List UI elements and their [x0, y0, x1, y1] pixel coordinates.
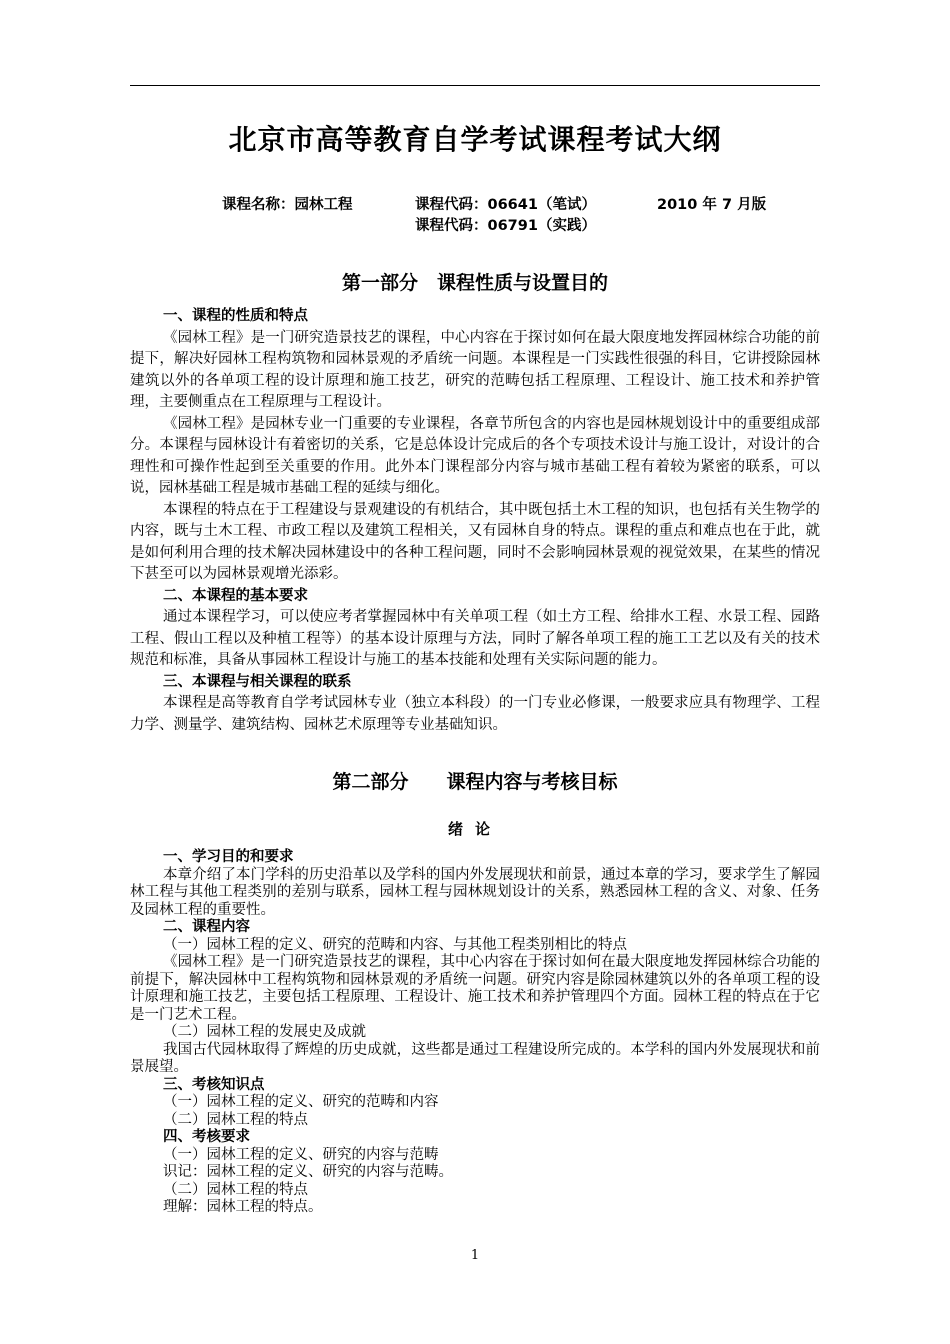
part2-body: [130, 849, 820, 1217]
list-item: （二）园林工程的特点: [163, 1181, 308, 1198]
section-heading: 四、考核要求: [163, 1129, 250, 1145]
paragraph: 本课程的特点在于工程建设与景观建设的有机结合，其中既包括土木工程的知识，也包括有关生物学的内容，既与土木工程、市政工程以及建筑工程相关，又有园林自身的特点。课程的重点和难点也在于此，就是如何利用合理的技术解决园林建设中的各种工程问题，同时不会影响园林景观的视觉效果，在某些的情况下甚至可以为园林景观增光添彩。: [130, 501, 820, 582]
part1-body: [130, 306, 820, 736]
list-item: 识记：园林工程的定义、研究的内容与范畴。: [163, 1164, 453, 1180]
section-heading: 一、学习目的和要求: [163, 849, 294, 865]
course-name: 课程名称：园林工程: [222, 197, 353, 213]
section-heading: 三、本课程与相关课程的联系: [163, 673, 352, 690]
course-code-practice: 课程代码：06791（实践）: [415, 218, 596, 234]
paragraph: 《园林工程》是一门研究造景技艺的课程，其中心内容在于探讨如何在最大限度地发挥园林综合功能的前提下，解决园林中工程构筑物和园林景观的矛盾统一问题。研究内容是除园林建筑以外的各单项工程的设计原理和施工技艺，主要包括工程原理、工程设计、施工技术和养护管理四个方面。园林工程的特点在于它是一门艺术工程。: [130, 954, 820, 1023]
page-number: 1: [470, 1248, 480, 1263]
paragraph: 《园林工程》是园林专业一门重要的专业课程，各章节所包含的内容也是园林规划设计中的重要组成部分。本课程与园林设计有着密切的关系，它是总体设计完成后的各个专项技术设计与施工设计，对设计的合理性和可操作性起到至关重要的作用。此外本门课程部分内容与城市基础工程有着较为紧密的联系，可以说，园林基础工程是城市基础工程的延续与细化。: [130, 415, 820, 496]
paragraph: 通过本课程学习，可以使应考者掌握园林中有关单项工程（如土方工程、给排水工程、水景工程、园路工程、假山工程以及种植工程等）的基本设计原理与方法，同时了解各单项工程的施工工艺以及有关的技术规范和标准，具备从事园林工程设计与施工的基本技能和处理有关实际问题的能力。: [130, 609, 820, 668]
paragraph: 本章介绍了本门学科的历史沿革以及学科的国内外发展现状和前景，通过本章的学习，要求学生了解园林工程与其他工程类别的差别与联系，园林工程与园林规划设计的关系，熟悉园林工程的含义、对象、任务及园林工程的重要性。: [130, 866, 820, 918]
paragraph: 《园林工程》是一门研究造景技艺的课程，中心内容在于探讨如何在最大限度地发挥园林综合功能的前提下，解决好园林工程构筑物和园林景观的矛盾统一问题。本课程是一门实践性很强的科目，它讲授除园林建筑以外的各单项工程的设计原理和施工技艺，研究的范畴包括工程原理、工程设计、施工技术和养护管理，主要侧重点在工程原理与工程设计。: [130, 329, 820, 410]
list-item: （二）园林工程的发展史及成就: [163, 1024, 366, 1040]
paragraph: 我国古代园林取得了辉煌的历史成就，这些都是通过工程建设所完成的。本学科的国内外发展现状和前景展望。: [130, 1041, 820, 1075]
section-heading: 一、课程的性质和特点: [163, 308, 308, 324]
header-rule: [130, 85, 820, 86]
list-item: （二）园林工程的特点: [163, 1111, 308, 1128]
paragraph: 本课程是高等教育自学考试园林专业（独立本科段）的一门专业必修课，一般要求应具有物理学、工程力学、测量学、建筑结构、园林艺术原理等专业基础知识。: [130, 695, 820, 733]
section-heading: 二、课程内容: [163, 919, 250, 935]
part2-title: 第二部分 课程内容与考核目标: [332, 771, 618, 793]
part1-title: 第一部分 课程性质与设置目的: [341, 272, 608, 294]
section-heading: 二、本课程的基本要求: [163, 587, 308, 604]
course-code-written: 课程代码：06641（笔试）: [415, 197, 596, 213]
chapter-subtitle: 绪论: [447, 820, 502, 838]
section-heading: 三、考核知识点: [163, 1076, 265, 1093]
list-item: （一）园林工程的定义、研究的内容与范畴: [163, 1146, 439, 1163]
document-title: 北京市高等教育自学考试课程考试大纲: [228, 123, 722, 156]
list-item: 理解：园林工程的特点。: [163, 1199, 323, 1215]
list-item: （一）园林工程的定义、研究的范畴和内容: [163, 1094, 439, 1110]
edition-date: 2010 年 7 月版: [657, 197, 767, 213]
list-item: （一）园林工程的定义、研究的范畴和内容、与其他工程类别相比的特点: [163, 936, 627, 953]
